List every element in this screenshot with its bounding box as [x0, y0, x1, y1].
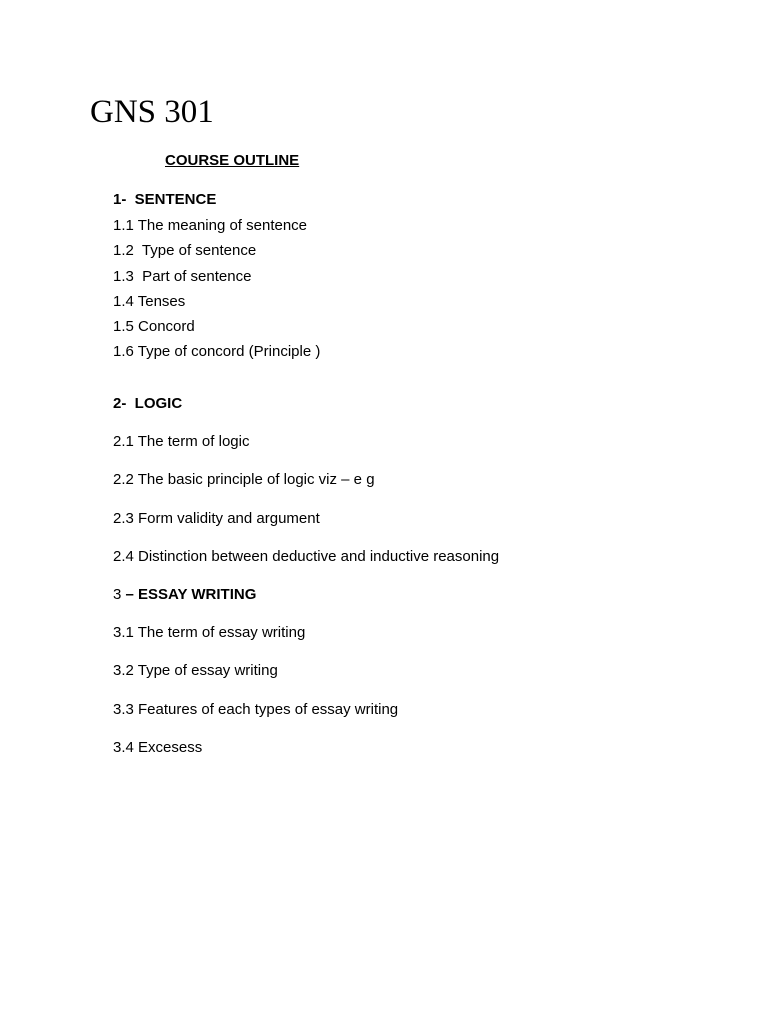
document-title: GNS 301 — [90, 94, 214, 130]
section-1-item: 1.2 Type of sentence — [113, 242, 257, 259]
section-3-heading-text: – ESSAY WRITING — [125, 586, 257, 603]
section-3-item: 3.3 Features of each types of essay writing — [113, 701, 399, 718]
section-1-item: 1.4 Tenses — [113, 293, 186, 310]
section-1-item: 1.1 The meaning of sentence — [113, 217, 308, 234]
section-3-item: 3.4 Excesess — [113, 739, 203, 756]
section-1-item: 1.3 Part of sentence — [113, 268, 252, 285]
section-3-item: 3.2 Type of essay writing — [113, 662, 278, 679]
section-2-item: 2.4 Distinction between deductive and inductive reasoning — [113, 548, 500, 565]
section-1-item: 1.6 Type of concord (Principle ) — [113, 343, 321, 360]
section-2-item: 2.2 The basic principle of logic viz – e g — [113, 471, 375, 488]
section-3-heading — [113, 585, 256, 605]
section-3-heading-number: 3 — [113, 586, 126, 603]
section-3-item: 3.1 The term of essay writing — [113, 624, 306, 641]
section-2-item: 2.3 Form validity and argument — [113, 510, 320, 527]
section-1-heading: 1- SENTENCE — [113, 191, 217, 208]
section-1-item: 1.5 Concord — [113, 318, 195, 335]
course-outline-heading: COURSE OUTLINE — [165, 152, 300, 169]
section-2-item: 2.1 The term of logic — [113, 433, 250, 450]
section-2-heading: 2- LOGIC — [113, 395, 183, 412]
